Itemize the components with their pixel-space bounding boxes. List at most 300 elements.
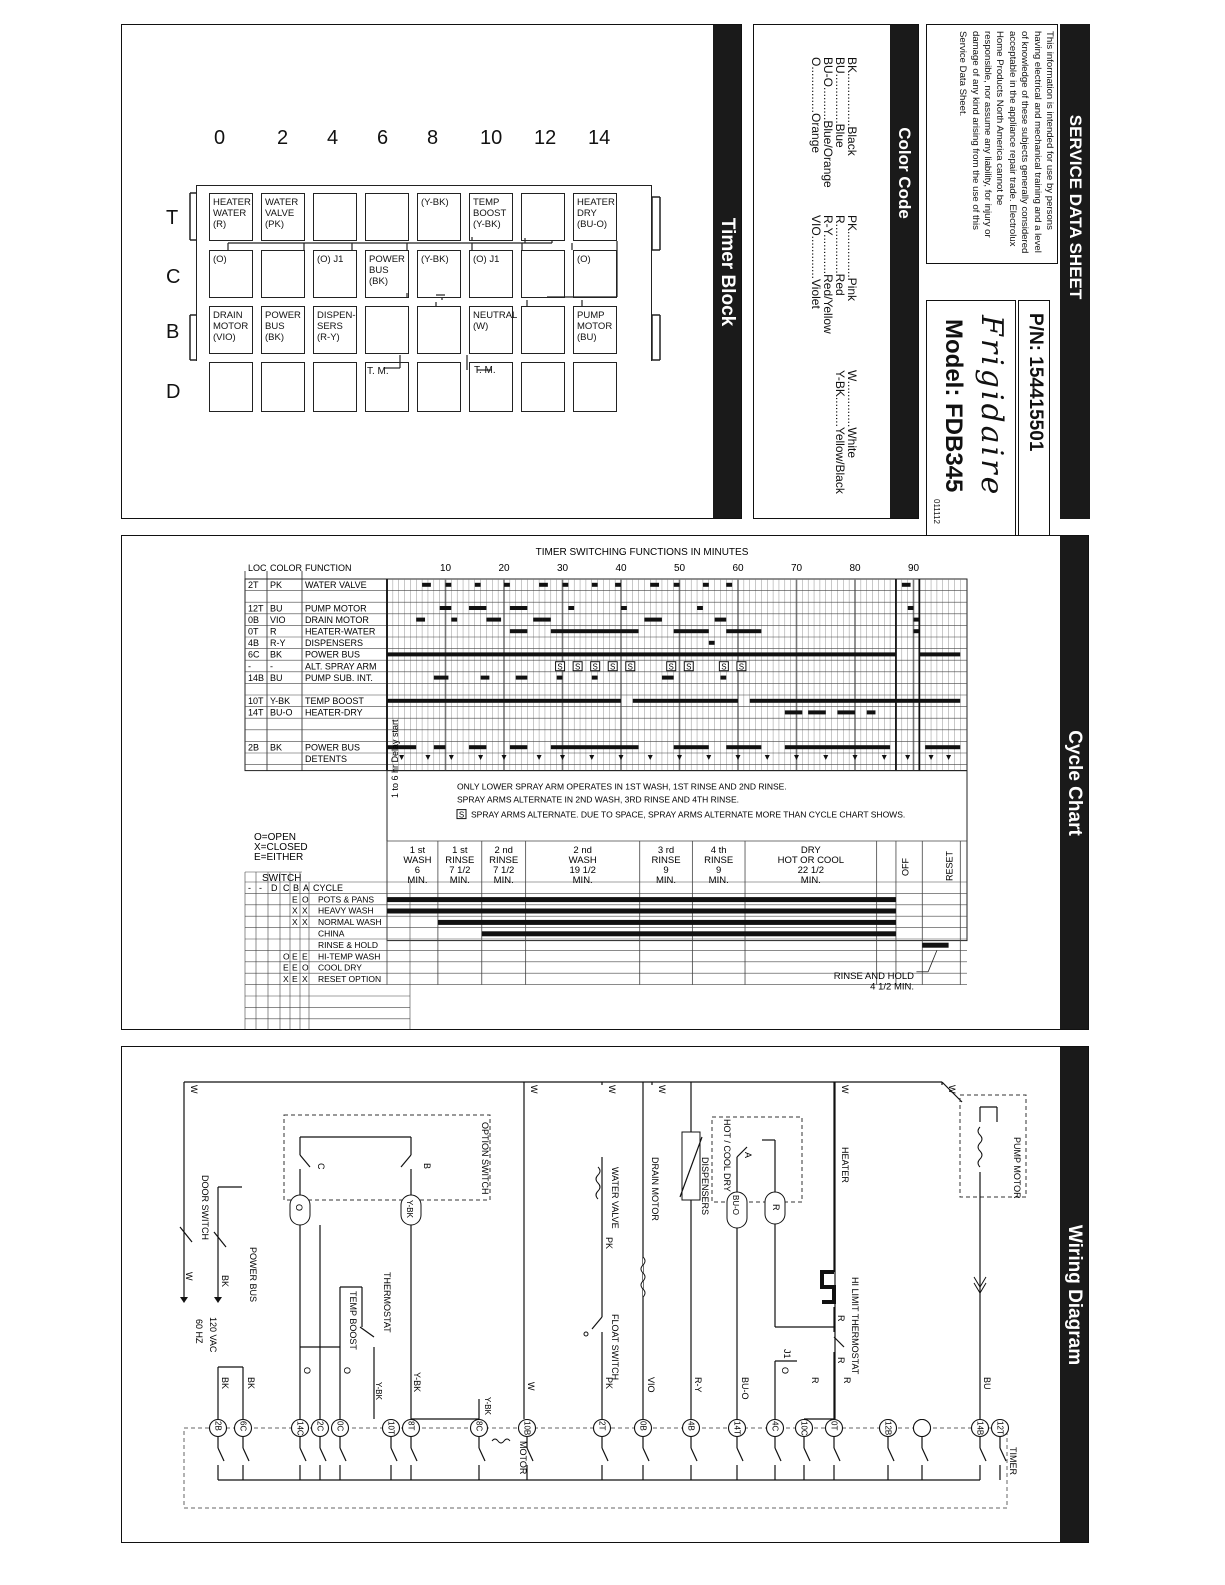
row-color: BK <box>270 649 283 660</box>
chart-bar <box>674 583 680 587</box>
chart-bar <box>416 618 425 622</box>
cycle-bar <box>922 943 948 948</box>
phase-label: MIN. <box>708 875 729 886</box>
motor-label: MOTOR <box>518 1441 528 1475</box>
row-color: - <box>270 661 273 672</box>
switch-col-header: D <box>271 883 278 893</box>
phase-label: RINSE <box>704 855 734 866</box>
timer-contact <box>243 1448 249 1461</box>
timer-terminal-cell: (O) J1 <box>313 250 357 298</box>
chart-bar <box>451 618 457 622</box>
timer-col-number: 4 <box>327 127 339 149</box>
row-loc: 10T <box>248 696 264 707</box>
row-color: PK <box>270 580 283 591</box>
timer-contact <box>834 1448 840 1461</box>
chart-note-s: S <box>458 810 465 820</box>
switch-b: E <box>292 974 298 985</box>
color-code-panel <box>753 24 919 519</box>
timer-contact <box>479 1448 485 1461</box>
chart-bar <box>434 676 449 680</box>
row-loc: 14B <box>248 672 265 683</box>
phase-label: HOT OR COOL <box>777 855 845 866</box>
row-function: TEMP BOOST <box>305 696 364 707</box>
switch-a: O <box>302 894 309 905</box>
chart-bar <box>662 676 674 680</box>
timer-terminal-cell: (O) J1 <box>469 250 513 298</box>
w-label: W <box>529 1085 539 1094</box>
cycle-name: CHINA <box>318 928 345 939</box>
w-label: W <box>607 1085 617 1094</box>
w-label: W <box>947 1085 957 1094</box>
color-code-col3 <box>834 370 858 494</box>
delay-label: 1 to 6 hr Delay start <box>390 719 400 798</box>
chart-bar <box>446 583 452 587</box>
detent-mark <box>449 755 454 760</box>
switch-d: O <box>283 951 290 962</box>
rinse-hold-leader <box>928 950 937 971</box>
row-loc: 14T <box>248 707 264 718</box>
timer-contact <box>1000 1448 1006 1461</box>
phase-label: 19 1/2 <box>569 865 596 876</box>
switch-col-header: B <box>293 883 300 893</box>
bk-label: BK <box>220 1275 230 1288</box>
power-bus-switch <box>214 1232 226 1247</box>
chart-note: SPRAY ARMS ALTERNATE. DUE TO SPACE, SPRAY ARMS ALTERNATE MORE THAN CYCLE CHART SHOWS. <box>471 809 906 820</box>
chart-heading: TIMER SWITCHING FUNCTIONS IN MINUTES <box>535 547 749 558</box>
phase-label: MIN. <box>493 875 514 886</box>
timer-terminal-label: 10C <box>799 1421 809 1436</box>
cycle-chart-panel <box>121 535 1089 1030</box>
timer-contact <box>391 1448 397 1461</box>
chart-bar <box>539 583 548 587</box>
cycle-bar <box>482 931 896 936</box>
off-label: OFF <box>900 858 911 876</box>
option-switch-c <box>300 1155 310 1167</box>
row-loc: 12T <box>248 603 264 614</box>
ybk-label: Y-BK <box>483 1397 492 1415</box>
minute-tick: 40 <box>615 563 627 574</box>
detent-mark <box>905 755 910 760</box>
minute-tick: 80 <box>849 563 861 574</box>
color-code-entry: Y-BK.........Yellow/Black <box>833 370 847 494</box>
switch-b: X <box>292 905 298 916</box>
chart-bar <box>919 652 960 656</box>
switch-col-header: - <box>248 883 251 893</box>
timer-contact <box>218 1448 224 1461</box>
phase-label: 7 1/2 <box>493 865 515 876</box>
detent-mark <box>853 755 858 760</box>
row-function: HEATER-DRY <box>305 707 363 718</box>
row-color: BU-O <box>270 707 293 718</box>
timer-contact <box>691 1448 697 1461</box>
chart-bar <box>726 745 761 749</box>
chart-bar <box>387 652 896 656</box>
phase-label: 2 nd <box>494 845 513 856</box>
timer-box <box>184 1428 1007 1508</box>
timer-contact <box>980 1448 986 1461</box>
w-label: W <box>526 1382 536 1391</box>
chart-bar <box>551 629 639 633</box>
spray-alt-symbol: S <box>668 662 674 672</box>
switch-b: E <box>292 951 298 962</box>
phase-label: MIN. <box>656 875 677 886</box>
detent-mark <box>794 755 799 760</box>
minute-tick: 90 <box>907 563 920 574</box>
part-number: P/N: 154415501 <box>1025 313 1046 452</box>
timer-terminal-label: 14T <box>732 1421 742 1435</box>
brand-logo: Frigidaire <box>974 315 1009 498</box>
timer-terminal-label: 14C <box>295 1421 305 1436</box>
dispensers-label: DISPENSERS <box>700 1157 710 1216</box>
detent-mark <box>478 755 483 760</box>
heater-label: HEATER <box>840 1147 850 1183</box>
chart-bar <box>621 606 627 610</box>
timer-contact <box>775 1448 781 1461</box>
row-loc: 2T <box>248 580 259 591</box>
option-switch-b <box>401 1155 411 1167</box>
column-header: COLOR <box>270 563 303 573</box>
timer-terminal-cell: (O) <box>209 250 253 298</box>
row-color: VIO <box>270 614 286 625</box>
chart-bar <box>908 606 914 610</box>
timer-col-number: 14 <box>588 127 611 149</box>
motor-coil <box>492 1439 510 1443</box>
timer-terminal-label: 4B <box>686 1421 696 1431</box>
minute-tick: 10 <box>439 563 452 574</box>
detent-mark <box>648 755 653 760</box>
timer-terminal-label: 10B <box>522 1421 532 1436</box>
spray-alt-symbol: S <box>610 662 616 672</box>
minute-tick: 50 <box>673 563 686 574</box>
chart-bar <box>650 583 659 587</box>
hot-cool-label: HOT / COOL DRY <box>722 1119 732 1192</box>
detent-mark <box>502 755 507 760</box>
spray-alt-symbol: S <box>557 662 563 672</box>
chart-bar <box>592 676 598 680</box>
timer-row-letter: C <box>166 266 181 288</box>
rinse-hold-note: 4 1/2 MIN. <box>870 981 914 993</box>
arrow-head <box>180 1297 188 1303</box>
timer-terminal-label: 0B <box>638 1421 648 1431</box>
detent-mark <box>589 755 594 760</box>
w-label: W <box>189 1085 199 1094</box>
chart-bar <box>422 583 431 587</box>
row-loc: 0T <box>248 626 259 637</box>
timer-row-letter: D <box>166 381 181 403</box>
phase-label: WASH <box>403 855 432 866</box>
timer-contact <box>340 1448 346 1461</box>
r-label: R <box>810 1377 820 1384</box>
bk-label: BK <box>246 1377 256 1390</box>
cycle-chart-title: Cycle Chart <box>1064 729 1085 836</box>
switch-col-header: - <box>259 883 262 893</box>
chart-bar <box>902 583 911 587</box>
timer-terminal-cell: (Y-BK) <box>417 250 461 298</box>
row-function: DRAIN MOTOR <box>305 614 369 625</box>
disclaimer-box <box>926 24 1058 264</box>
row-function: HEATER-WATER <box>305 626 376 637</box>
timer-block-grid <box>122 25 712 518</box>
phase-label: 2 nd <box>573 845 592 856</box>
switch-a: X <box>302 974 308 985</box>
timer-contact <box>737 1448 743 1461</box>
phase-label: RINSE <box>651 855 681 866</box>
door-switch-blade <box>180 1227 192 1242</box>
option-switch-box <box>284 1115 490 1200</box>
cycle-name: RESET OPTION <box>318 974 382 985</box>
r-label: R <box>771 1204 781 1211</box>
timer-terminal-cell: NEUTRAL (W) <box>469 306 513 354</box>
door-switch-label: DOOR SWITCH <box>200 1175 210 1240</box>
chart-bar <box>726 629 761 633</box>
w-label: W <box>657 1085 667 1094</box>
w-label: W <box>840 1085 850 1094</box>
detent-mark <box>619 755 624 760</box>
chart-bar <box>434 745 446 749</box>
timer-terminal-label: 0T <box>829 1421 839 1431</box>
chart-note: ONLY LOWER SPRAY ARM OPERATES IN 1ST WASH, 1ST RINSE AND 2ND RINSE. <box>457 781 787 792</box>
thermostat-label: THERMOSTAT <box>382 1272 392 1333</box>
row-function: WATER VALVE <box>305 580 367 591</box>
power-bus-label: POWER BUS <box>248 1247 258 1303</box>
switch-label: SWITCH <box>262 873 302 884</box>
cycle-bar <box>438 920 896 925</box>
hz-label: 60 HZ <box>194 1319 204 1344</box>
cycle-name: HI-TEMP WASH <box>318 951 381 962</box>
chart-bar <box>469 745 487 749</box>
switch-b: E <box>292 962 298 973</box>
model-number: Model: FDB345 <box>940 319 967 493</box>
timer-col-number: 8 <box>427 127 439 149</box>
ybk-label: Y-BK <box>374 1382 383 1400</box>
doc-code: 011112 <box>932 499 941 524</box>
color-code-entry: R...............Red <box>833 215 847 296</box>
row-function: DISPENSERS <box>305 638 364 649</box>
wiring-title-bar <box>1060 1047 1088 1542</box>
detent-mark <box>706 755 711 760</box>
switch-b: X <box>292 917 298 928</box>
phase-label: 1 st <box>452 845 468 856</box>
timer-block-title-bar <box>713 25 741 518</box>
phase-label: MIN. <box>572 875 593 886</box>
wiring-title: Wiring Diagram <box>1064 1224 1085 1365</box>
option-c-label: C <box>316 1163 326 1170</box>
spray-alt-symbol: S <box>686 662 692 672</box>
chart-bar <box>867 710 876 714</box>
row-color: Y-BK <box>270 696 291 707</box>
phase-label: RINSE <box>489 855 519 866</box>
timer-terminal-label: 12T <box>995 1421 1005 1435</box>
row-color: R <box>270 626 277 637</box>
row-loc: - <box>248 661 251 672</box>
timer-row-letter: B <box>166 321 180 343</box>
color-code-entry: PK..............Pink <box>845 215 859 302</box>
phase-label: 3 rd <box>657 845 675 856</box>
phase-label: MIN. <box>449 875 470 886</box>
timer-terminal-cell: WATER VALVE (PK) <box>261 193 305 241</box>
color-code-title-bar <box>890 25 918 518</box>
row-function: PUMP MOTOR <box>305 603 367 614</box>
row-loc: 0B <box>248 614 260 625</box>
switch-d: E <box>283 962 289 973</box>
row-color: BK <box>270 742 283 753</box>
chart-bar <box>469 606 487 610</box>
timer-contact <box>602 1448 608 1461</box>
disclaimer-text: This information is intended for use by persons having electrical and mechanical training and a level of knowledge of these subjects generally considered acceptable in the appliance repair trade. Electrolux Home Products North America cannot be responsible, nor assume any liability, for injury or damage of any kind arising from the use of this Service Data Sheet. <box>957 31 1055 254</box>
service-title: SERVICE DATA SHEET <box>1066 114 1085 300</box>
timer-col-number: 10 <box>480 127 503 149</box>
phase-label: RINSE <box>445 855 475 866</box>
hi-limit-label: HI LIMIT THERMOSTAT <box>850 1277 860 1375</box>
chart-bar <box>568 606 574 610</box>
option-b-label: B <box>422 1163 432 1170</box>
timer-col-number: 6 <box>377 127 389 149</box>
timer-terminal-cell: DRAIN MOTOR (VIO) <box>209 306 253 354</box>
chart-bar <box>633 699 738 703</box>
minute-tick: 60 <box>732 563 744 574</box>
color-code-entry: VIO.............Violet <box>809 215 823 309</box>
reset-label: RESET <box>944 850 955 881</box>
timer-terminal-label: 8T <box>406 1421 416 1431</box>
row-color: BU <box>270 672 283 683</box>
minute-tick: 30 <box>556 563 569 574</box>
legend-item: E=EITHER <box>254 852 304 863</box>
phase-label: 9 <box>716 865 722 876</box>
detent-mark <box>677 755 682 760</box>
timer-terminal-label: 4C <box>770 1421 780 1432</box>
legend-item: O=OPEN <box>254 832 296 843</box>
row-function: POWER BUS <box>305 649 361 660</box>
column-header: FUNCTION <box>305 563 352 573</box>
timer-tm-label: T. M. <box>474 365 496 376</box>
o-label: O <box>780 1367 790 1375</box>
timer-block-panel <box>121 24 742 519</box>
timer-contact <box>643 1448 649 1461</box>
bu-label: BU <box>982 1377 992 1390</box>
timer-terminal-label: 2T <box>597 1421 607 1431</box>
chart-bar <box>808 710 826 714</box>
chart-bar <box>674 745 709 749</box>
timer-col-number: 0 <box>214 127 226 149</box>
r-label: R <box>836 1357 846 1364</box>
phase-label: WASH <box>568 855 597 866</box>
timer-contact <box>411 1448 417 1461</box>
water-valve-coil <box>596 1167 600 1199</box>
row-loc: 2B <box>248 742 260 753</box>
spray-alt-symbol: S <box>592 662 598 672</box>
part-number-box <box>1018 300 1050 543</box>
detent-mark <box>823 755 828 760</box>
chart-bar <box>481 676 490 680</box>
o-label: O <box>342 1367 352 1375</box>
row-loc: 6C <box>248 649 260 660</box>
timer-terminal-label: 6C <box>238 1421 248 1432</box>
detent-mark <box>946 755 951 760</box>
timer-terminal-cell: POWER BUS (BK) <box>365 250 409 298</box>
arrow-head <box>214 1297 222 1303</box>
buo-label: BU-O <box>740 1377 750 1400</box>
timer-terminal-label: 0C <box>335 1421 345 1432</box>
heater-element <box>822 1272 834 1302</box>
cycle-name: NORMAL WASH <box>318 917 382 928</box>
cycle-name: COOL DRY <box>318 962 362 973</box>
switch-col-header: CYCLE <box>313 883 344 893</box>
phase-label: MIN. <box>800 875 821 886</box>
cycle-name: RINSE & HOLD <box>318 939 378 950</box>
cycle-bar <box>387 897 896 902</box>
timer-contact <box>300 1448 306 1461</box>
chart-bar <box>615 583 621 587</box>
row-color: R-Y <box>270 638 286 649</box>
detent-mark <box>425 755 430 760</box>
timer-wiring-lines <box>122 25 712 518</box>
ybk-label: Y-BK <box>405 1200 414 1218</box>
pk-label: PK <box>604 1377 614 1390</box>
timer-terminal-cell: HEATER WATER (R) <box>209 193 253 241</box>
color-code-entry: R-Y............Red/Yellow <box>821 215 835 334</box>
timer-col-number: 12 <box>534 127 557 149</box>
chart-bar <box>750 699 961 703</box>
chart-bar <box>486 618 501 622</box>
switch-col-header: A <box>303 883 310 893</box>
chart-bar <box>504 583 510 587</box>
chart-bar <box>785 745 890 749</box>
timer-terminal-cell: (O) <box>573 250 617 298</box>
j1-label: J1 <box>782 1349 792 1359</box>
switch-d: X <box>283 974 289 985</box>
chart-bar <box>510 606 528 610</box>
row-function: PUMP SUB. INT. <box>305 672 373 683</box>
vac-label: 120 VAC <box>208 1317 218 1353</box>
chart-bar <box>557 676 563 680</box>
timer-col-number: 2 <box>277 127 289 149</box>
timer-label: TIMER <box>1008 1447 1018 1475</box>
float-contact <box>584 1332 588 1336</box>
row-function: ALT. SPRAY ARM <box>305 661 377 672</box>
legend-item: X=CLOSED <box>254 842 308 853</box>
color-code-entry: BU...............Blue <box>833 57 847 148</box>
spray-alt-symbol: S <box>738 662 745 672</box>
timer-contact <box>804 1448 810 1461</box>
timer-terminal-label: 8C <box>474 1421 484 1432</box>
timer-terminal-cell: PUMP MOTOR (BU) <box>573 306 617 354</box>
thermostat-switch <box>360 1327 374 1337</box>
switch-a: X <box>302 905 308 916</box>
a-label: A <box>743 1152 753 1159</box>
phase-label: 22 1/2 <box>797 865 825 876</box>
cycle-bar <box>387 909 896 914</box>
detent-mark <box>560 755 565 760</box>
chart-bar <box>440 606 452 610</box>
minute-tick: 70 <box>790 563 803 574</box>
chart-bar <box>551 745 639 749</box>
spray-alt-symbol: S <box>574 662 581 672</box>
detent-mark <box>537 755 542 760</box>
rinse-hold-note: RINSE AND HOLD <box>833 971 914 983</box>
switch-a: O <box>302 962 309 973</box>
chart-bar <box>533 618 542 622</box>
temp-boost-label: TEMP BOOST <box>348 1291 358 1350</box>
service-header-panel <box>926 24 1090 524</box>
color-code-entry: BK................Black <box>845 57 859 156</box>
chart-bar <box>510 629 528 633</box>
chart-bar <box>387 699 621 703</box>
drain-motor-label: DRAIN MOTOR <box>650 1157 660 1221</box>
chart-bar <box>785 710 803 714</box>
o-label: O <box>302 1367 312 1375</box>
chart-bar <box>510 745 528 749</box>
brand-box <box>926 300 1016 543</box>
